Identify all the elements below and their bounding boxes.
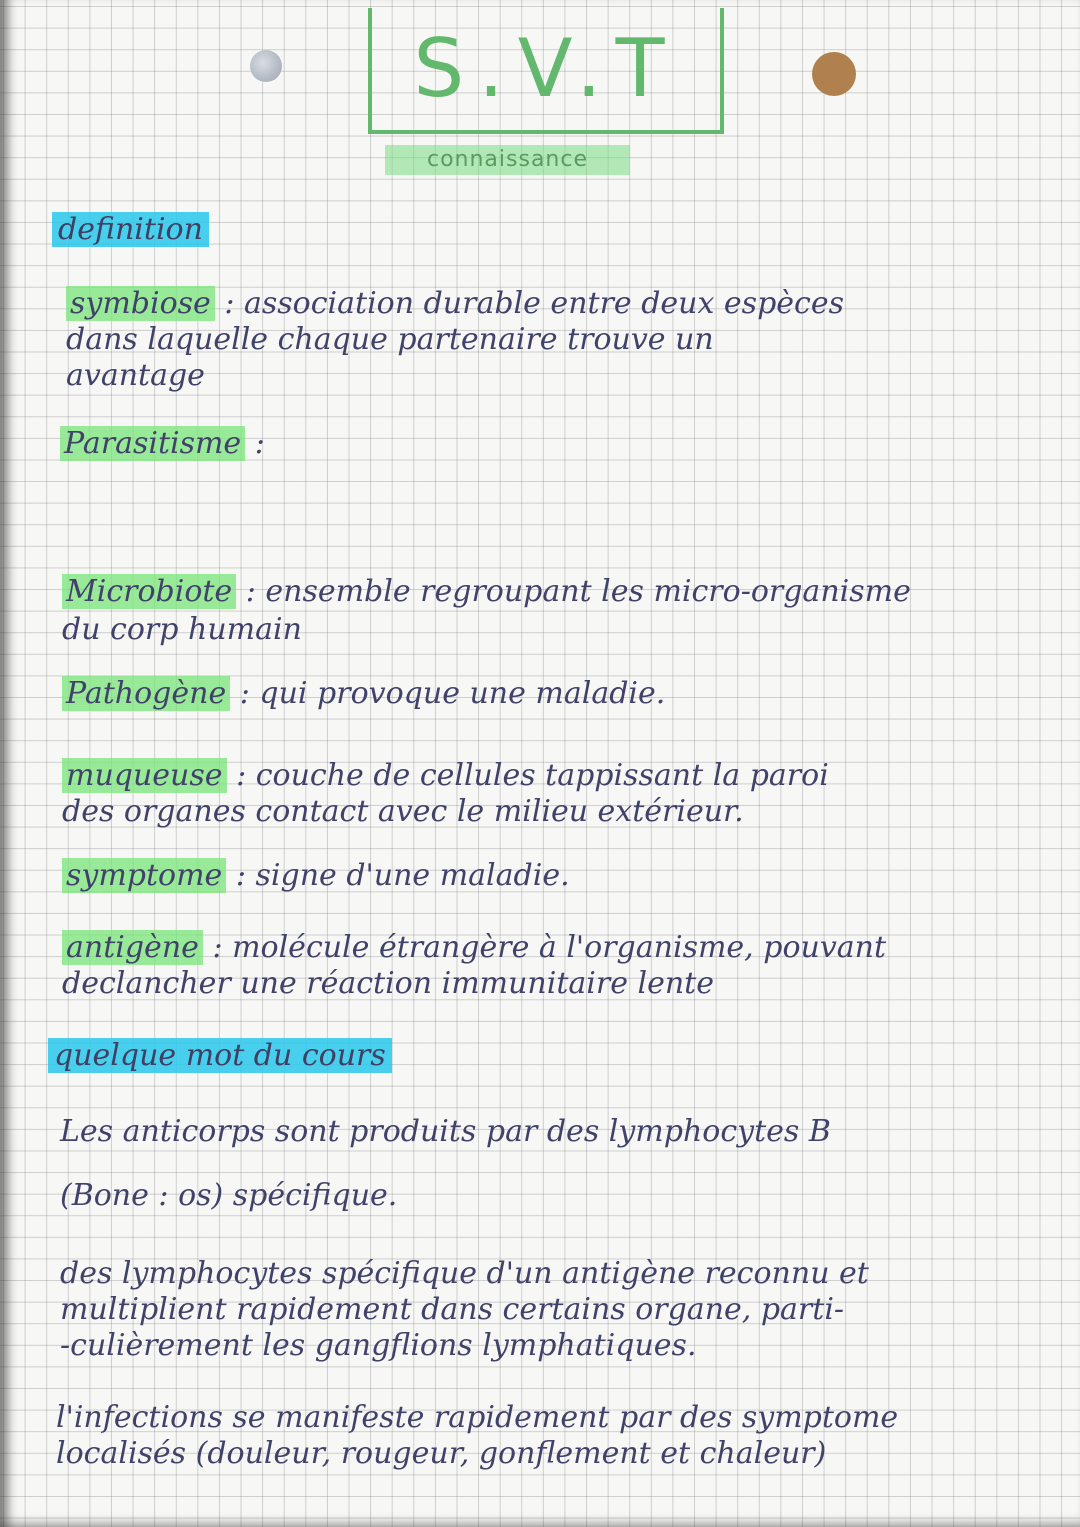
definition-antigene-line2: declancher une réaction immunitaire lente xyxy=(62,966,714,1001)
cours-heading: quelque mot du cours xyxy=(48,1038,392,1073)
grey-dot-decoration xyxy=(250,50,282,82)
term-symptome: symptome xyxy=(62,858,226,893)
definition-heading: definition xyxy=(52,212,209,247)
definition-symbiose-line3: avantage xyxy=(66,358,205,393)
page-subtitle: connaissance xyxy=(385,145,630,175)
brown-dot-decoration xyxy=(812,52,856,96)
definition-symptome: symptome : signe d'une maladie. xyxy=(62,860,570,892)
term-symbiose: symbiose xyxy=(66,286,215,321)
definition-antigene-line1: antigène : molécule étrangère à l'organisme, pouvant xyxy=(62,932,886,964)
definition-microbiote-line2: du corp humain xyxy=(62,612,302,647)
definition-pathogene: Pathogène : qui provoque une maladie. xyxy=(62,678,665,710)
term-antigene: antigène xyxy=(62,930,203,965)
cours-line-6: l'infections se manifeste rapidement par des symptome xyxy=(56,1400,899,1435)
cours-line-1: Les anticorps sont produits par des lymphocytes B xyxy=(60,1114,831,1149)
cours-line-7: localisés (douleur, rougeur, gonflement et chaleur) xyxy=(56,1436,827,1471)
term-muqueuse: muqueuse xyxy=(62,758,227,793)
definition-muqueuse-line2: des organes contact avec le milieu extérieur. xyxy=(62,794,744,829)
definition-symbiose-line1: symbiose : association durable entre deux espèces xyxy=(66,288,844,320)
title-box xyxy=(368,8,724,134)
definition-parasitisme: Parasitisme : xyxy=(60,428,265,460)
cours-line-5: -culièrement les gangflions lymphatiques. xyxy=(60,1328,697,1363)
cours-line-3: des lymphocytes spécifique d'un antigène reconnu et xyxy=(60,1256,869,1291)
term-microbiote: Microbiote xyxy=(62,574,236,609)
page-title: S.V.T xyxy=(413,22,679,115)
definition-muqueuse-line1: muqueuse : couche de cellules tappissant la paroi xyxy=(62,760,829,792)
definition-symbiose-line2: dans laquelle chaque partenaire trouve un xyxy=(66,322,714,357)
cours-line-4: multiplient rapidement dans certains organe, parti- xyxy=(60,1292,845,1327)
definition-microbiote-line1: Microbiote : ensemble regroupant les micro-organisme xyxy=(62,576,911,608)
term-parasitisme: Parasitisme xyxy=(60,426,245,461)
cours-line-2: (Bone : os) spécifique. xyxy=(60,1178,398,1213)
term-pathogene: Pathogène xyxy=(62,676,230,711)
